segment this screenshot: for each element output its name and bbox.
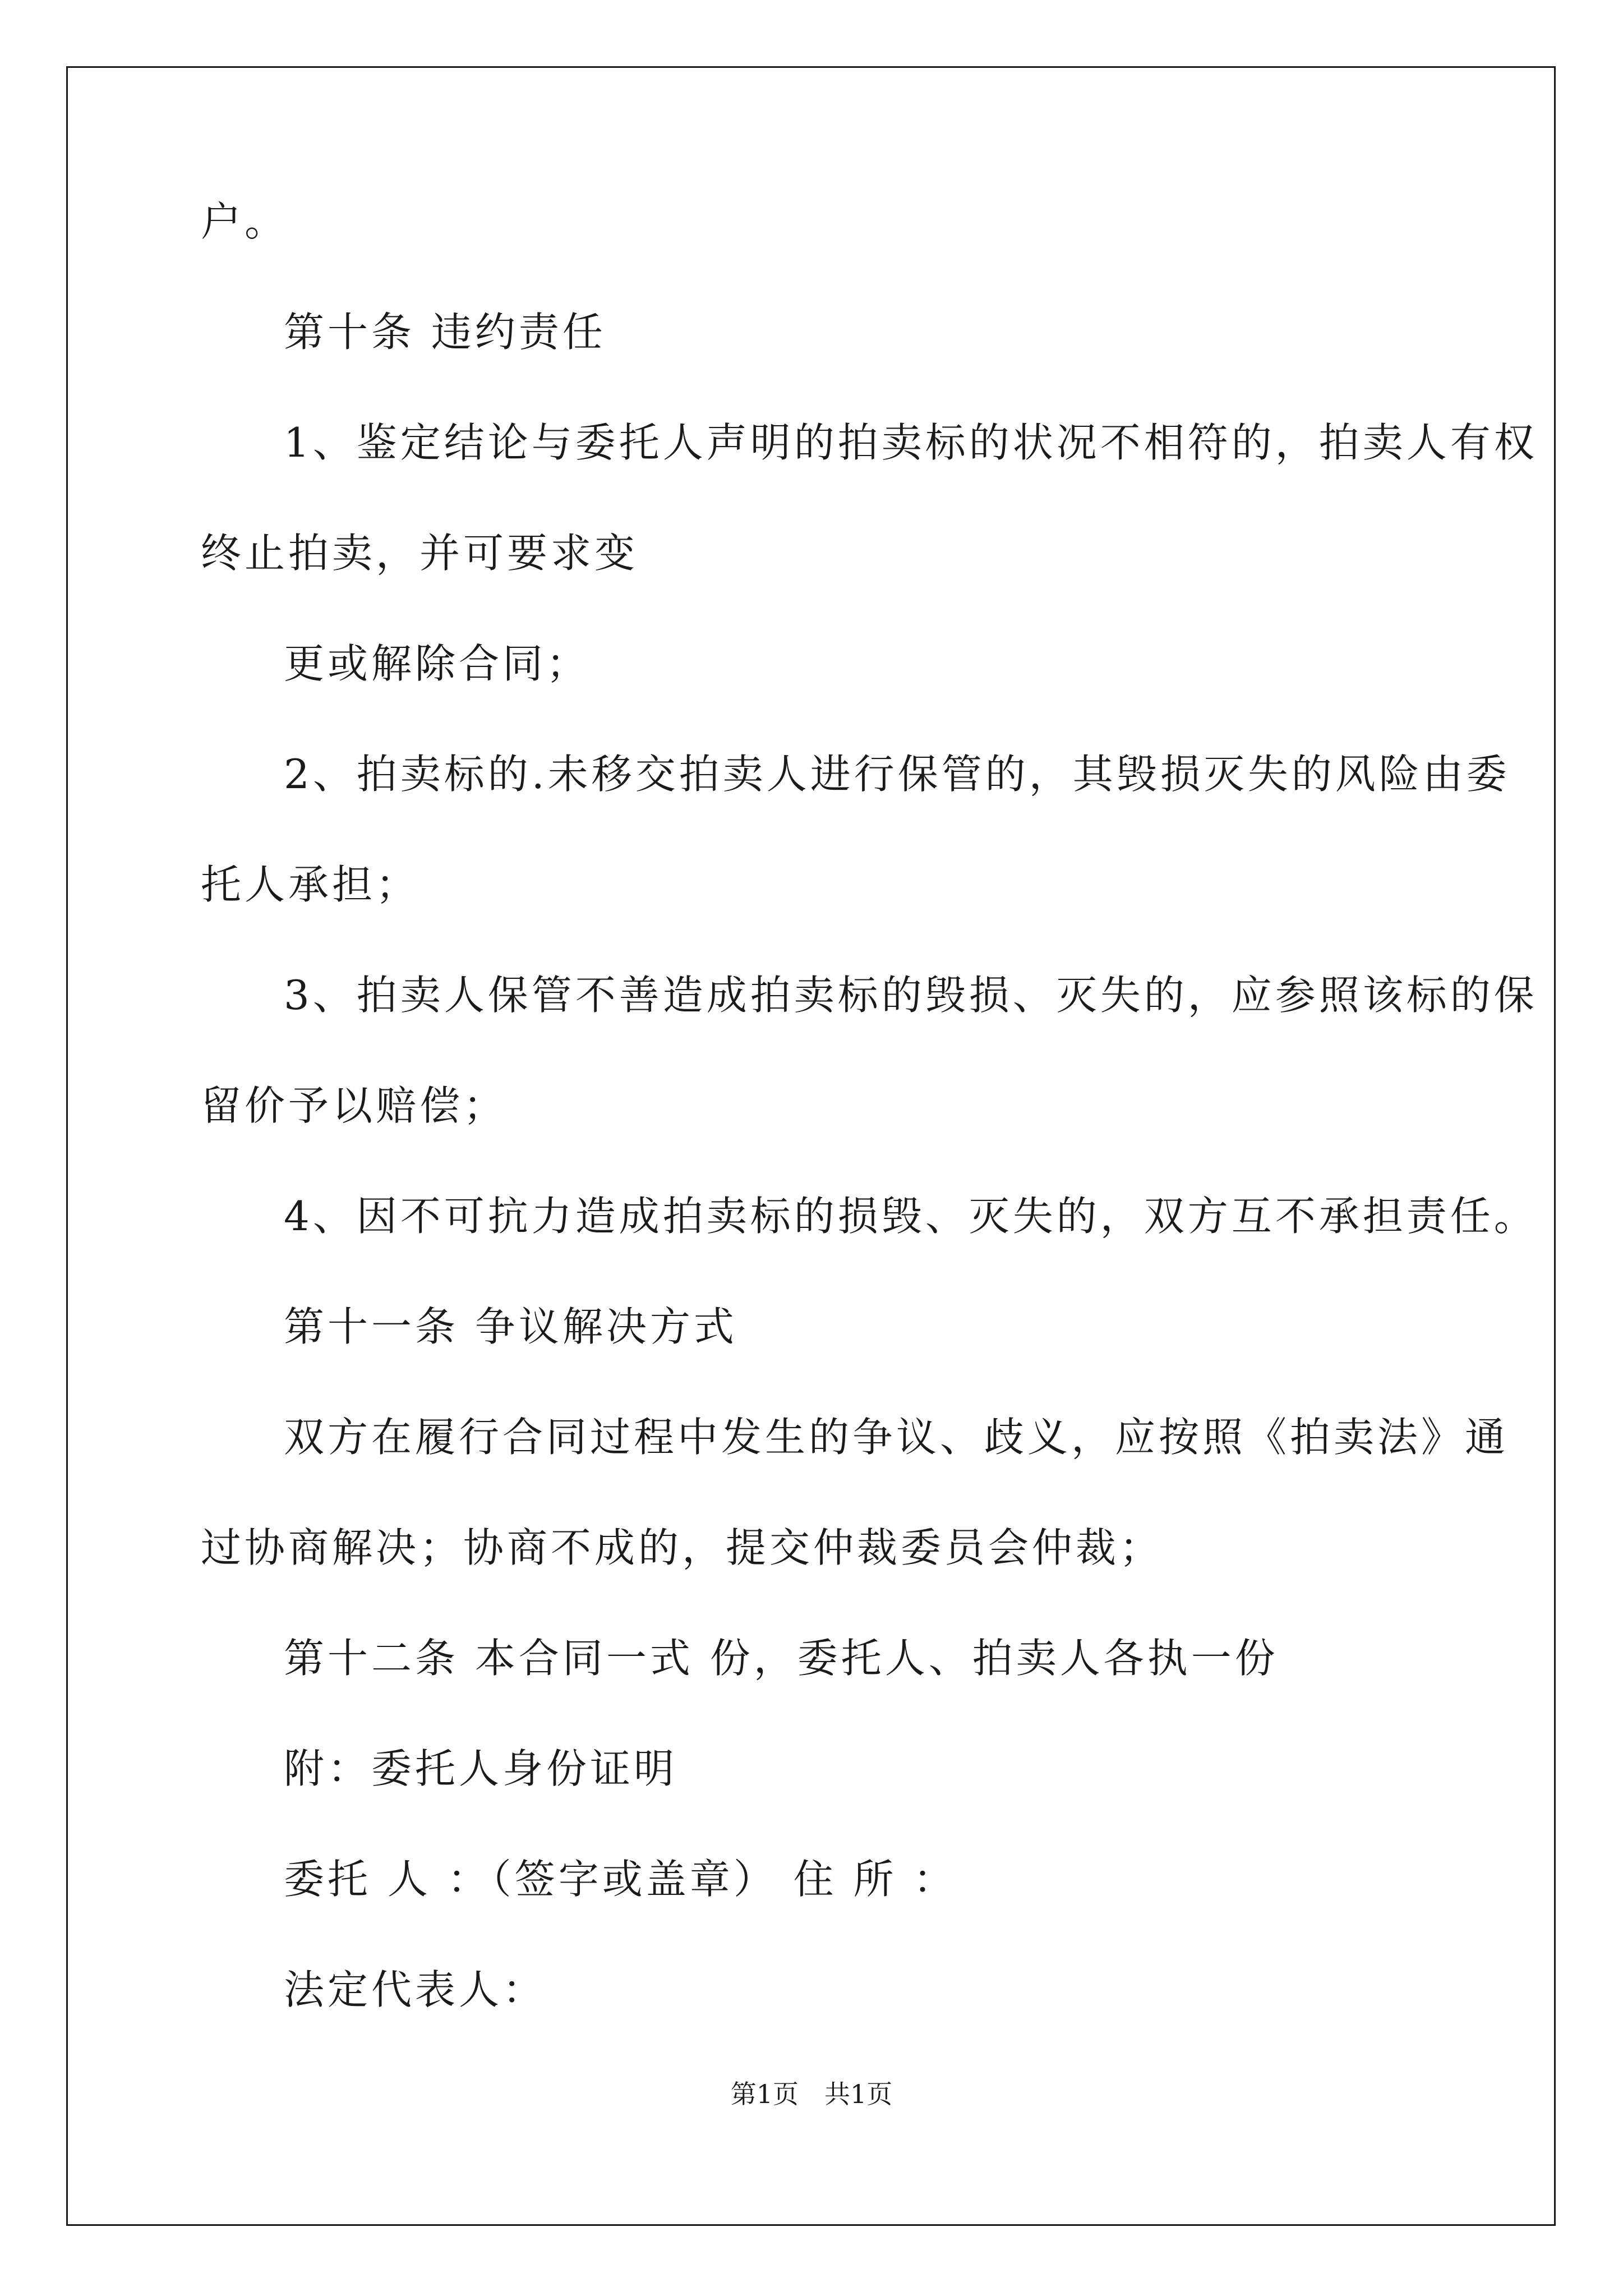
signature-line-legal-rep: 法定代表人：	[284, 1966, 547, 2013]
section-heading-article-12: 第十二条 本合同一式 份，委托人、拍卖人各执一份	[284, 1635, 1279, 1682]
signature-line-client: 委托 人 ：（签字或盖章） 住 所 ：	[284, 1856, 957, 1903]
text-line: 户。	[201, 198, 289, 245]
text-line: 过协商解决；协商不成的，提交仲裁委员会仲裁；	[201, 1524, 1164, 1571]
text-line: 4、因不可抗力造成拍卖标的损毁、灭失的，双方互不承担责任。	[284, 1193, 1538, 1240]
text-line: 托人承担；	[201, 861, 420, 908]
text-line: 附：委托人身份证明	[284, 1745, 678, 1792]
section-heading-article-11: 第十一条 争议解决方式	[284, 1303, 737, 1350]
text-line: 留价予以赔偿；	[201, 1082, 508, 1129]
text-line: 3、拍卖人保管不善造成拍卖标的毁损、灭失的，应参照该标的保	[284, 972, 1538, 1019]
text-line: 更或解除合同；	[284, 640, 591, 687]
text-line: 双方在履行合同过程中发生的争议、歧义，应按照《拍卖法》通	[284, 1414, 1509, 1461]
text-line: 1、鉴定结论与委托人声明的拍卖标的状况不相符的，拍卖人有权	[284, 419, 1538, 466]
section-heading-article-10: 第十条 违约责任	[284, 309, 606, 356]
text-line: 终止拍卖，并可要求变	[201, 530, 639, 577]
page-footer: 第1页 共1页	[730, 2079, 893, 2109]
text-line: 2、拍卖标的.未移交拍卖人进行保管的，其毁损灭失的风险由委	[284, 751, 1510, 798]
